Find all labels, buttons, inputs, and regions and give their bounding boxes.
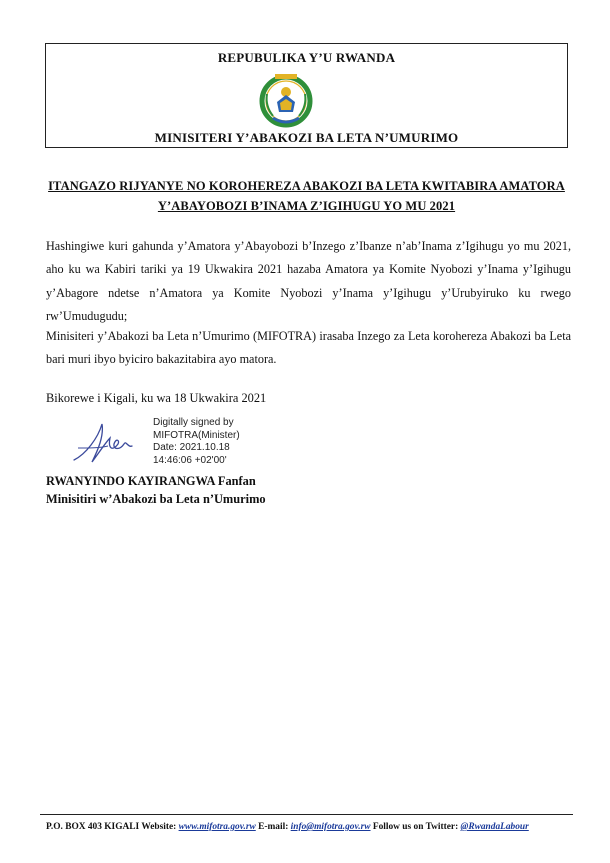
twitter-link[interactable]: @RwandaLabour xyxy=(460,822,529,832)
footer-twitter-label: Follow us on Twitter: xyxy=(370,822,461,832)
rwanda-coat-of-arms-icon xyxy=(255,68,317,130)
digital-signature-line3: Date: 2021.10.18 xyxy=(153,442,230,453)
ministry-heading: MINISITERI Y’ABAKOZI BA LETA N’UMURIMO xyxy=(154,130,459,145)
footer-contact xyxy=(46,822,529,832)
digital-signature-line2: MIFOTRA(Minister) xyxy=(153,429,240,441)
email-link[interactable]: info@mifotra.gov.rw xyxy=(290,822,371,832)
announcement-title-line2: Y’ABAYOBOZI B’INAMA Z’IGIHUGU YO MU 2021 xyxy=(157,199,456,213)
footer-po-box: P.O. BOX 403 KIGALI Website: xyxy=(46,822,179,832)
website-link[interactable]: www.mifotra.gov.rw xyxy=(178,822,256,832)
dateline: Bikorewe i Kigali, ku wa 18 Ukwakira 2021 xyxy=(46,391,267,405)
signer-name: RWANYINDO KAYIRANGWA Fanfan xyxy=(46,474,256,488)
handwritten-signature xyxy=(68,418,154,470)
body-paragraph-1: Hashingiwe kuri gahunda y’Amatora y’Abayobozi b’Inzego z’Ibanze n’ab’Inama z’Igihugu yo mu 2021, aho ku wa Kabiri tariki ya 19 Ukwakira 2021 hazaba Amatora ya Komite Nyobozi y’Inama y’Igihugu y’Abagore ndetse n’Amatora ya Komite Nyobozi y’Inama y’Igihugu y’Urubyiruko ku rwego rw’Umudugudu; xyxy=(46,239,571,324)
footer-divider xyxy=(40,814,573,815)
republic-heading: REPUBULIKA Y’U RWANDA xyxy=(217,50,396,65)
digital-signature-line1: Digitally signed by xyxy=(153,417,234,428)
body-paragraph-2: Minisiteri y’Abakozi ba Leta n’Umurimo (MIFOTRA) irasaba Inzego za Leta korohereza Abakozi ba Leta bari muri ibyo byiciro bakazitabira ayo matora. xyxy=(46,329,571,367)
digital-signature-line4: 14:46:06 +02'00' xyxy=(153,454,227,466)
digital-signature-stamp xyxy=(153,417,240,467)
signer-role: Minisitiri w’Abakozi ba Leta n’Umurimo xyxy=(46,492,266,506)
footer-email-label: E-mail: xyxy=(255,822,291,832)
announcement-title-line1: ITANGAZO RIJYANYE NO KOROHEREZA ABAKOZI BA LETA KWITABIRA AMATORA xyxy=(48,179,565,193)
